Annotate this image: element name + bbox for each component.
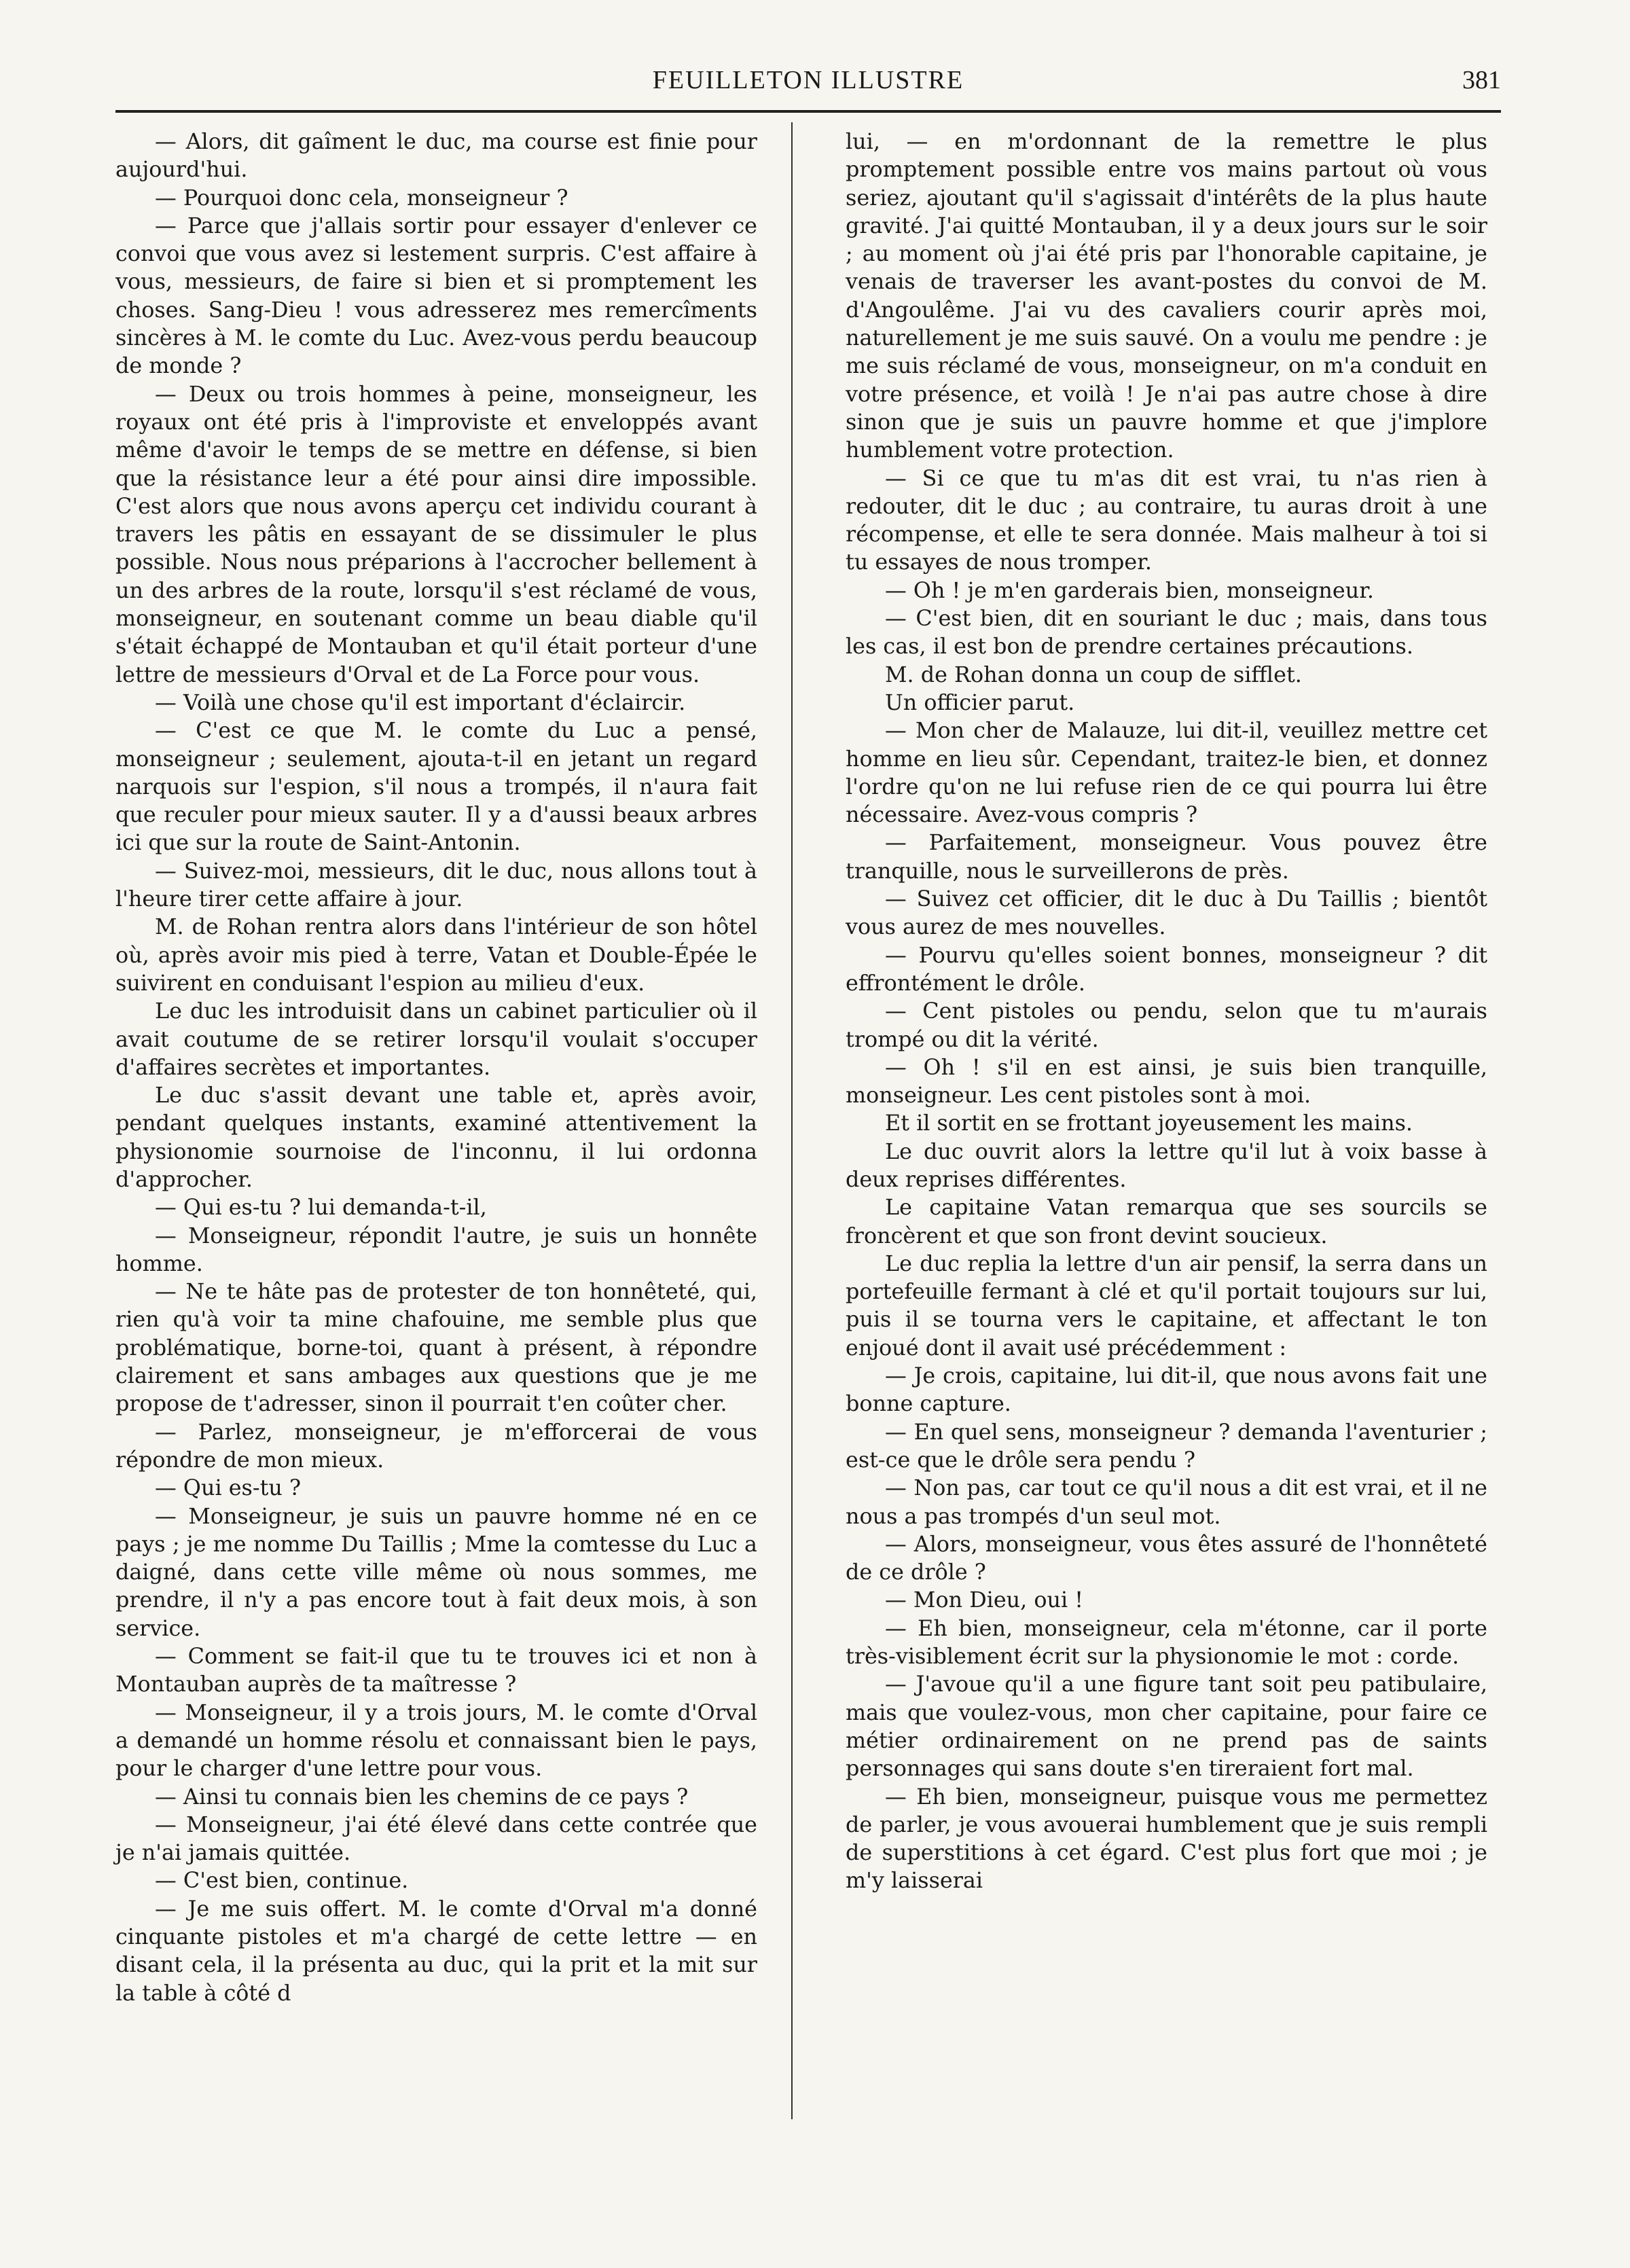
paragraph: — J'avoue qu'il a une figure tant soit peu patibulaire, mais que voulez-vous, mon cher capitaine, pour faire ce métier ordinairement on ne prend pas de saints personnages qui sans doute s'en tireraient fort mal. <box>846 1672 1487 1782</box>
paragraph: — Non pas, car tout ce qu'il nous a dit est vrai, et il ne nous a pas trompés d'un seul mot. <box>846 1475 1487 1529</box>
page-header <box>115 65 1501 106</box>
paragraph: — Monseigneur, je suis un pauvre homme né en ce pays ; je me nomme Du Taillis ; Mme la comtesse du Luc a daigné, dans cette ville même où nous sommes, me prendre, il n'y a pas encore tout à fait deux mois, à son service. <box>115 1503 757 1641</box>
paragraph: — C'est bien, continue. <box>155 1868 409 1894</box>
paragraph: — Ainsi tu connais bien les chemins de ce pays ? <box>155 1784 689 1810</box>
paragraph: — Parce que j'allais sortir pour essayer d'enlever ce convoi que vous avez si lestement surpris. C'est affaire à vous, messieurs, de faire si bien et si promptement les choses. Sang-Dieu ! vous adresserez mes remercîments sincères à M. le comte du Luc. Avez-vous perdu beaucoup de monde ? <box>115 213 757 379</box>
paragraph: — En quel sens, monseigneur ? demanda l'aventurier ; est-ce que le drôle sera pendu ? <box>846 1419 1487 1473</box>
column-divider <box>791 122 793 2119</box>
paragraph: — C'est bien, dit en souriant le duc ; mais, dans tous les cas, il est bon de prendre certaines précautions. <box>846 606 1487 660</box>
paragraph: — Eh bien, monseigneur, cela m'étonne, car il porte très-visiblement écrit sur la physionomie le mot : corde. <box>846 1615 1487 1670</box>
paragraph: — C'est ce que M. le comte du Luc a pensé, monseigneur ; seulement, ajouta-t-il en jetant un regard narquois sur l'espion, s'il nous a trompés, il n'aura fait que reculer pour mieux sauter. Il y a d'aussi beaux arbres ici que sur la route de Saint-Antonin. <box>115 718 757 856</box>
paragraph: — Monseigneur, il y a trois jours, M. le comte d'Orval a demandé un homme résolu et connaissant bien le pays, pour le charger d'une lettre pour vous. <box>115 1699 757 1782</box>
paragraph: Le duc ouvrit alors la lettre qu'il lut à voix basse à deux reprises différentes. <box>846 1138 1487 1192</box>
paragraph: Le duc s'assit devant une table et, après avoir, pendant quelques instants, examiné attentivement la physionomie sournoise de l'inconnu, il lui ordonna d'approcher. <box>115 1083 757 1192</box>
paragraph: Le capitaine Vatan remarqua que ses sourcils se froncèrent et que son front devint soucieux. <box>846 1195 1487 1248</box>
paragraph: — Je me suis offert. M. le comte d'Orval m'a donné cinquante pistoles et m'a chargé de cette lettre — en disant cela, il la présenta au duc, qui la prit et la mit sur la table à côté d <box>115 1896 757 2006</box>
paragraph: — Parlez, monseigneur, je m'efforcerai de vous répondre de mon mieux. <box>115 1419 757 1473</box>
paragraph: — Mon Dieu, oui ! <box>885 1587 1084 1613</box>
paragraph: — Si ce que tu m'as dit est vrai, tu n'as rien à redouter, dit le duc ; au contraire, tu auras droit à une récompense, et elle te sera donnée. Mais malheur à toi si tu essayes de nous tromper. <box>846 465 1487 575</box>
paragraph: — Alors, dit gaîment le duc, ma course est finie pour aujourd'hui. <box>115 129 757 183</box>
paragraph: — Eh bien, monseigneur, puisque vous me permettez de parler, je vous avouerai humblement que je suis rempli de superstitions à cet égard. C'est plus fort que moi ; je m'y laisserai <box>846 1784 1487 1894</box>
paragraph: — Mon cher de Malauze, lui dit-il, veuillez mettre cet homme en lieu sûr. Cependant, traitez-le bien, et donnez l'ordre qu'on ne lui refuse rien de ce qui pourra lui être nécessaire. Avez-vous compris ? <box>846 718 1487 828</box>
paragraph: — Qui es-tu ? lui demanda-t-il, <box>155 1195 487 1221</box>
page-title: FEUILLETON ILLUSTRE <box>652 66 964 94</box>
paragraph: — Oh ! je m'en garderais bien, monseigneur. <box>885 577 1375 603</box>
paragraph: — Comment se fait-il que tu te trouves ici et non à Montauban auprès de ta maîtresse ? <box>115 1644 757 1697</box>
paragraph: — Ne te hâte pas de protester de ton honnêteté, qui, rien qu'à voir ta mine chafouine, me semble plus que problématique, borne-toi, quant à présent, à répondre clairement et sans ambages aux questions que je me propose de t'adresser, sinon il pourrait t'en coûter cher. <box>115 1279 757 1417</box>
paragraph: — Pourvu qu'elles soient bonnes, monseigneur ? dit effrontément le drôle. <box>846 942 1487 996</box>
paragraph: — Alors, monseigneur, vous êtes assuré de l'honnêteté de ce drôle ? <box>846 1531 1487 1585</box>
paragraph: — Je crois, capitaine, lui dit-il, que nous avons fait une bonne capture. <box>846 1363 1487 1417</box>
paragraph: — Suivez-moi, messieurs, dit le duc, nous allons tout à l'heure tirer cette affaire à jour. <box>115 858 757 912</box>
paragraph: — Parfaitement, monseigneur. Vous pouvez être tranquille, nous le surveillerons de près. <box>846 830 1487 884</box>
left-column <box>115 128 757 2007</box>
right-column <box>846 128 1487 1895</box>
paragraph: lui, — en m'ordonnant de la remettre le plus promptement possible entre vos mains partout où vous seriez, ajoutant qu'il s'agissait d'intérêts de la plus haute gravité. J'ai quitté Montauban, il y a deux jours sur le soir ; au moment où j'ai été pris par l'honorable capitaine, je venais de traverser les avant-postes du convoi de M. d'Angoulême. J'ai vu des cavaliers courir après moi, naturellement je me suis sauvé. On a voulu me pendre : je me suis réclamé de vous, monseigneur, on m'a conduit en votre présence, et voilà ! Je n'ai pas autre chose à dire sinon que je suis un pauvre homme et que j'implore humblement votre protection. <box>846 129 1487 463</box>
paragraph: — Monseigneur, répondit l'autre, je suis un honnête homme. <box>115 1223 757 1276</box>
paragraph: M. de Rohan rentra alors dans l'intérieur de son hôtel où, après avoir mis pied à terre, Vatan et Double-Épée le suivirent en conduisant l'espion au milieu d'eux. <box>115 914 757 996</box>
paragraph: Le duc les introduisit dans un cabinet particulier où il avait coutume de se retirer lorsqu'il voulait s'occuper d'affaires secrètes et importantes. <box>115 998 757 1080</box>
paragraph: Et il sortit en se frottant joyeusement les mains. <box>885 1111 1413 1136</box>
paragraph: — Oh ! s'il en est ainsi, je suis bien tranquille, monseigneur. Les cent pistoles sont à moi. <box>846 1054 1487 1109</box>
paragraph: — Suivez cet officier, dit le duc à Du Taillis ; bientôt vous aurez de mes nouvelles. <box>846 886 1487 940</box>
paragraph: — Cent pistoles ou pendu, selon que tu m'aurais trompé ou dit la vérité. <box>846 998 1487 1052</box>
paragraph: Le duc replia la lettre d'un air pensif, la serra dans un portefeuille fermant à clé et qu'il portait toujours sur lui, puis il se tourna vers le capitaine, et affectant le ton enjoué dont il avait usé précédemment : <box>846 1250 1487 1361</box>
paragraph: — Qui es-tu ? <box>155 1475 302 1501</box>
header-rule <box>115 110 1501 113</box>
paragraph: — Monseigneur, j'ai été élevé dans cette contrée que je n'ai jamais quittée. <box>115 1812 757 1866</box>
paragraph: — Voilà une chose qu'il est important d'éclaircir. <box>155 689 686 715</box>
paragraph: — Deux ou trois hommes à peine, monseigneur, les royaux ont été pris à l'improviste et enveloppés avant même d'avoir le temps de se mettre en défense, si bien que la résistance leur a été pour ainsi dire impossible. C'est alors que nous avons aperçu cet individu courant à travers les pâtis en essayant de se dissimuler le plus possible. Nous nous préparions à l'accrocher bellement à un des arbres de la route, lorsqu'il s'est réclamé de vous, monseigneur, en soutenant comme un beau diable qu'il s'était échappé de Montauban et qu'il était porteur d'une lettre de messieurs d'Orval et de La Force pour vous. <box>115 381 757 687</box>
paragraph: — Pourquoi donc cela, monseigneur ? <box>155 185 568 211</box>
paragraph: M. de Rohan donna un coup de sifflet. <box>885 662 1302 687</box>
page-number: 381 <box>1462 66 1501 94</box>
paragraph: Un officier parut. <box>885 689 1075 715</box>
